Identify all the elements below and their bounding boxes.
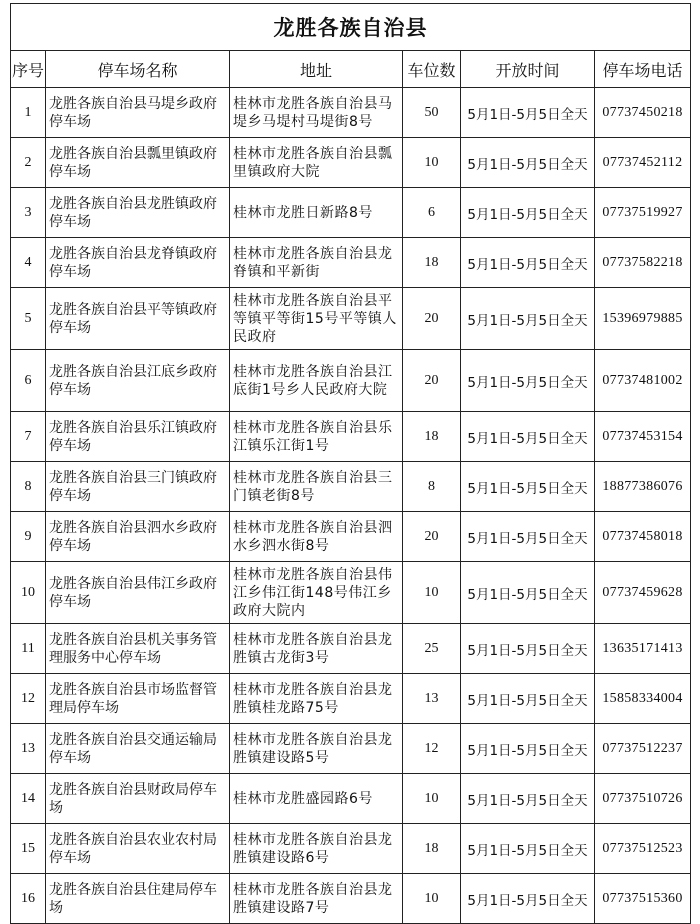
parking-table-container bbox=[10, 3, 690, 924]
cell-spaces: 13 bbox=[403, 674, 461, 724]
cell-phone: 07737582218 bbox=[595, 238, 691, 288]
cell-address: 桂林市龙胜日新路8号 bbox=[230, 188, 403, 238]
table-row bbox=[11, 138, 691, 188]
cell-address: 桂林市龙胜各族自治县伟江乡伟江街148号伟江乡政府大院内 bbox=[230, 562, 403, 624]
cell-hours: 5月1日-5月5日全天 bbox=[461, 350, 595, 412]
cell-name: 龙胜各族自治县瓢里镇政府停车场 bbox=[46, 138, 230, 188]
cell-address: 桂林市龙胜盛园路6号 bbox=[230, 774, 403, 824]
table-row bbox=[11, 624, 691, 674]
header-index: 序号 bbox=[11, 51, 46, 88]
cell-hours: 5月1日-5月5日全天 bbox=[461, 238, 595, 288]
cell-phone: 13635171413 bbox=[595, 624, 691, 674]
cell-index: 10 bbox=[11, 562, 46, 624]
table-row bbox=[11, 288, 691, 350]
cell-index: 4 bbox=[11, 238, 46, 288]
cell-hours: 5月1日-5月5日全天 bbox=[461, 138, 595, 188]
table-row bbox=[11, 562, 691, 624]
cell-spaces: 18 bbox=[403, 412, 461, 462]
cell-address: 桂林市龙胜各族自治县龙胜镇古龙街3号 bbox=[230, 624, 403, 674]
cell-spaces: 12 bbox=[403, 724, 461, 774]
cell-phone: 07737458018 bbox=[595, 512, 691, 562]
cell-spaces: 10 bbox=[403, 562, 461, 624]
cell-phone: 07737481002 bbox=[595, 350, 691, 412]
cell-address: 桂林市龙胜各族自治县龙脊镇和平新街 bbox=[230, 238, 403, 288]
cell-index: 6 bbox=[11, 350, 46, 412]
cell-phone: 07737459628 bbox=[595, 562, 691, 624]
cell-spaces: 8 bbox=[403, 462, 461, 512]
table-row bbox=[11, 774, 691, 824]
cell-index: 7 bbox=[11, 412, 46, 462]
cell-index: 3 bbox=[11, 188, 46, 238]
cell-address: 桂林市龙胜各族自治县龙胜镇桂龙路75号 bbox=[230, 674, 403, 724]
cell-hours: 5月1日-5月5日全天 bbox=[461, 562, 595, 624]
cell-spaces: 20 bbox=[403, 350, 461, 412]
cell-hours: 5月1日-5月5日全天 bbox=[461, 288, 595, 350]
table-row bbox=[11, 350, 691, 412]
cell-phone: 07737510726 bbox=[595, 774, 691, 824]
cell-address: 桂林市龙胜各族自治县乐江镇乐江街1号 bbox=[230, 412, 403, 462]
cell-hours: 5月1日-5月5日全天 bbox=[461, 774, 595, 824]
table-title: 龙胜各族自治县 bbox=[11, 4, 691, 51]
cell-index: 1 bbox=[11, 88, 46, 138]
header-address: 地址 bbox=[230, 51, 403, 88]
cell-address: 桂林市龙胜各族自治县平等镇平等街15号平等镇人民政府 bbox=[230, 288, 403, 350]
cell-phone: 07737512523 bbox=[595, 824, 691, 874]
cell-name: 龙胜各族自治县伟江乡政府停车场 bbox=[46, 562, 230, 624]
cell-name: 龙胜各族自治县财政局停车场 bbox=[46, 774, 230, 824]
cell-phone: 07737519927 bbox=[595, 188, 691, 238]
cell-address: 桂林市龙胜各族自治县龙胜镇建设路5号 bbox=[230, 724, 403, 774]
cell-name: 龙胜各族自治县平等镇政府停车场 bbox=[46, 288, 230, 350]
cell-index: 15 bbox=[11, 824, 46, 874]
cell-hours: 5月1日-5月5日全天 bbox=[461, 824, 595, 874]
cell-address: 桂林市龙胜各族自治县瓢里镇政府大院 bbox=[230, 138, 403, 188]
cell-name: 龙胜各族自治县市场监督管理局停车场 bbox=[46, 674, 230, 724]
cell-index: 2 bbox=[11, 138, 46, 188]
cell-index: 12 bbox=[11, 674, 46, 724]
table-row bbox=[11, 412, 691, 462]
cell-hours: 5月1日-5月5日全天 bbox=[461, 624, 595, 674]
cell-name: 龙胜各族自治县马堤乡政府停车场 bbox=[46, 88, 230, 138]
cell-address: 桂林市龙胜各族自治县三门镇老街8号 bbox=[230, 462, 403, 512]
cell-name: 龙胜各族自治县泗水乡政府停车场 bbox=[46, 512, 230, 562]
table-body bbox=[11, 88, 691, 924]
cell-spaces: 25 bbox=[403, 624, 461, 674]
cell-hours: 5月1日-5月5日全天 bbox=[461, 874, 595, 924]
cell-name: 龙胜各族自治县机关事务管理服务中心停车场 bbox=[46, 624, 230, 674]
cell-index: 11 bbox=[11, 624, 46, 674]
cell-phone: 18877386076 bbox=[595, 462, 691, 512]
cell-phone: 15396979885 bbox=[595, 288, 691, 350]
table-row bbox=[11, 824, 691, 874]
cell-spaces: 6 bbox=[403, 188, 461, 238]
cell-spaces: 20 bbox=[403, 288, 461, 350]
cell-phone: 07737450218 bbox=[595, 88, 691, 138]
cell-address: 桂林市龙胜各族自治县马堤乡马堤村马堤街8号 bbox=[230, 88, 403, 138]
cell-spaces: 18 bbox=[403, 238, 461, 288]
table-row bbox=[11, 874, 691, 924]
cell-spaces: 20 bbox=[403, 512, 461, 562]
cell-name: 龙胜各族自治县三门镇政府停车场 bbox=[46, 462, 230, 512]
cell-phone: 07737453154 bbox=[595, 412, 691, 462]
cell-index: 5 bbox=[11, 288, 46, 350]
table-row bbox=[11, 88, 691, 138]
cell-hours: 5月1日-5月5日全天 bbox=[461, 674, 595, 724]
cell-name: 龙胜各族自治县乐江镇政府停车场 bbox=[46, 412, 230, 462]
parking-table bbox=[10, 3, 691, 924]
cell-name: 龙胜各族自治县龙脊镇政府停车场 bbox=[46, 238, 230, 288]
table-row bbox=[11, 188, 691, 238]
cell-spaces: 10 bbox=[403, 138, 461, 188]
cell-index: 8 bbox=[11, 462, 46, 512]
cell-name: 龙胜各族自治县住建局停车场 bbox=[46, 874, 230, 924]
cell-spaces: 10 bbox=[403, 774, 461, 824]
header-row bbox=[11, 51, 691, 88]
cell-hours: 5月1日-5月5日全天 bbox=[461, 512, 595, 562]
cell-spaces: 50 bbox=[403, 88, 461, 138]
table-row bbox=[11, 512, 691, 562]
cell-name: 龙胜各族自治县江底乡政府停车场 bbox=[46, 350, 230, 412]
table-row bbox=[11, 238, 691, 288]
cell-hours: 5月1日-5月5日全天 bbox=[461, 724, 595, 774]
cell-name: 龙胜各族自治县农业农村局停车场 bbox=[46, 824, 230, 874]
cell-name: 龙胜各族自治县交通运输局停车场 bbox=[46, 724, 230, 774]
cell-index: 9 bbox=[11, 512, 46, 562]
cell-spaces: 18 bbox=[403, 824, 461, 874]
cell-spaces: 10 bbox=[403, 874, 461, 924]
cell-name: 龙胜各族自治县龙胜镇政府停车场 bbox=[46, 188, 230, 238]
header-hours: 开放时间 bbox=[461, 51, 595, 88]
cell-hours: 5月1日-5月5日全天 bbox=[461, 412, 595, 462]
table-row bbox=[11, 462, 691, 512]
cell-hours: 5月1日-5月5日全天 bbox=[461, 88, 595, 138]
cell-phone: 07737515360 bbox=[595, 874, 691, 924]
header-phone: 停车场电话 bbox=[595, 51, 691, 88]
cell-hours: 5月1日-5月5日全天 bbox=[461, 188, 595, 238]
cell-address: 桂林市龙胜各族自治县江底街1号乡人民政府大院 bbox=[230, 350, 403, 412]
header-name: 停车场名称 bbox=[46, 51, 230, 88]
cell-phone: 15858334004 bbox=[595, 674, 691, 724]
header-spaces: 车位数 bbox=[403, 51, 461, 88]
cell-phone: 07737452112 bbox=[595, 138, 691, 188]
cell-address: 桂林市龙胜各族自治县泗水乡泗水街8号 bbox=[230, 512, 403, 562]
cell-hours: 5月1日-5月5日全天 bbox=[461, 462, 595, 512]
cell-phone: 07737512237 bbox=[595, 724, 691, 774]
table-row bbox=[11, 724, 691, 774]
cell-index: 13 bbox=[11, 724, 46, 774]
cell-address: 桂林市龙胜各族自治县龙胜镇建设路7号 bbox=[230, 874, 403, 924]
cell-index: 14 bbox=[11, 774, 46, 824]
table-row bbox=[11, 674, 691, 724]
cell-index: 16 bbox=[11, 874, 46, 924]
cell-address: 桂林市龙胜各族自治县龙胜镇建设路6号 bbox=[230, 824, 403, 874]
